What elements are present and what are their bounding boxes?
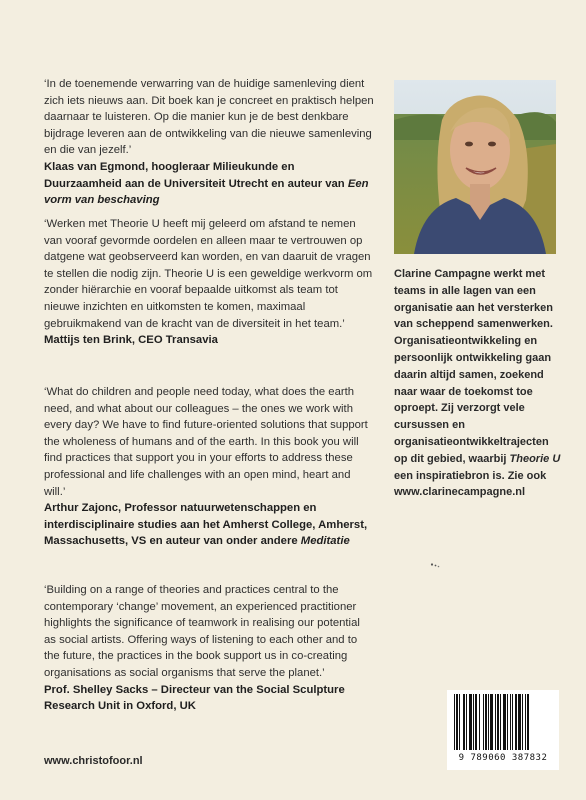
quote-text: ‘Building on a range of theories and practices central to the contemporary ‘change’ movement, an experienced practitioner highlights the significance of teamwork in realising our potential as social artists. Offering ways of listening to each other and to the future, the practices in the book support us in co-creating organisations as social organisms that serve the planet.’	[44, 584, 360, 679]
barcode-bar	[527, 694, 529, 750]
isbn-number: 9 789060 387832	[458, 753, 548, 763]
barcode-bar	[500, 694, 501, 750]
quote-attribution	[44, 159, 374, 209]
barcode-bar	[475, 694, 477, 750]
attribution-book-title: Meditatie	[300, 535, 350, 548]
isbn-barcode	[447, 690, 559, 770]
barcode-bar	[497, 694, 499, 750]
quote-attribution	[44, 500, 374, 550]
barcode-bar	[454, 694, 455, 750]
attribution-name: Mattijs ten Brink, CEO Transavia	[44, 334, 218, 347]
barcode-bar	[515, 694, 517, 750]
attribution-name: Prof. Shelley Sacks – Directeur van the Social Sculpture Research Unit in Oxford, UK	[44, 683, 345, 713]
barcode-bar	[522, 694, 523, 750]
barcode-bar	[512, 694, 513, 750]
author-photo	[394, 80, 556, 254]
barcode-bar	[507, 694, 508, 750]
barcode-bar	[503, 694, 506, 750]
author-bio	[394, 266, 564, 501]
barcode-bar	[473, 694, 474, 750]
barcode-bar	[459, 694, 460, 750]
barcode-bar	[479, 694, 480, 750]
bio-book-title: Theorie U	[509, 452, 561, 465]
barcode-bar	[510, 694, 511, 750]
print-speck	[430, 563, 440, 568]
quote-egmond	[44, 76, 374, 209]
barcode-bar	[490, 694, 493, 750]
barcode-bar	[463, 694, 465, 750]
bio-text-end: een inspiratiebron is. Zie ook www.clarinecampagne.nl	[394, 469, 547, 499]
quote-text: ‘In de toenemende verwarring van de huidige samenleving dient zich iets nieuws aan. Dit boek kan je concreet en praktisch helpen daarnaar te luisteren. Op die manier kun je de best denkbare bijdrage leveren aan de ontwikkeling van die nieuwe samenleving en die van jezelf.’	[44, 78, 374, 157]
barcode-bars	[452, 694, 554, 752]
barcode-bar	[456, 694, 458, 750]
barcode-bar	[525, 694, 526, 750]
attribution-name: Klaas van Egmond, hoogleraar Milieukunde en Duurzaamheid aan de Universiteit Utrecht en auteur van	[44, 160, 345, 190]
barcode-bar	[488, 694, 489, 750]
barcode-bar	[495, 694, 496, 750]
barcode-bar	[483, 694, 484, 750]
quote-sacks	[44, 582, 374, 715]
quote-zajonc	[44, 384, 374, 550]
quote-attribution	[44, 682, 374, 715]
publisher-url[interactable]: www.christofoor.nl	[44, 755, 143, 767]
attribution-name: Arthur Zajonc, Professor natuurwetenschappen en interdisciplinaire studies aan het Amherst College, Amherst, Massachusetts, VS en auteur van onder andere	[44, 502, 368, 548]
barcode-bar	[518, 694, 521, 750]
barcode-bar	[466, 694, 467, 750]
bio-text: Clarine Campagne werkt met teams in alle lagen van een organisatie aan het versterken van scheppend samenwerken. Organisatieontwikkeling en persoonlijk ontwikkeling gaan daarin altijd samen, zoekend naar waar de toekomst toe oproept. Zij verzorgt vele cursussen en organisatieontwikkeltrajecten op dit gebied, waarbij	[394, 268, 553, 465]
quote-text: ‘Werken met Theorie U heeft mij geleerd om afstand te nemen van vooraf gevormde oordelen en alleen maar te vertrouwen op datgene wat geobserveerd kan worden, en van daaruit de vragen te stellen die nodig zijn. Theorie U is een geweldige werkvorm om zonder hiërarchie en vooraf bepaalde uitkomst als team tot nieuwe inzichten en uitkomsten te komen, maximaal gebruikmakend van de kracht van de diversiteit in het team.’	[44, 218, 373, 330]
quote-ten-brink	[44, 216, 374, 349]
quote-attribution	[44, 332, 374, 349]
attribution-book-title: Een vorm van beschaving	[44, 177, 369, 207]
quote-text: ‘What do children and people need today, what does the earth need, and what about our colleagues – the ones we work with every day? We have to find future-oriented solutions that support the wholeness of humans and of the earth. In this book you will find practices that support you in your efforts to address these professional and life challenges with an open mind, heart and will.’	[44, 386, 368, 498]
author-portrait-illustration	[394, 80, 556, 254]
barcode-bar	[485, 694, 487, 750]
barcode-bar	[469, 694, 472, 750]
